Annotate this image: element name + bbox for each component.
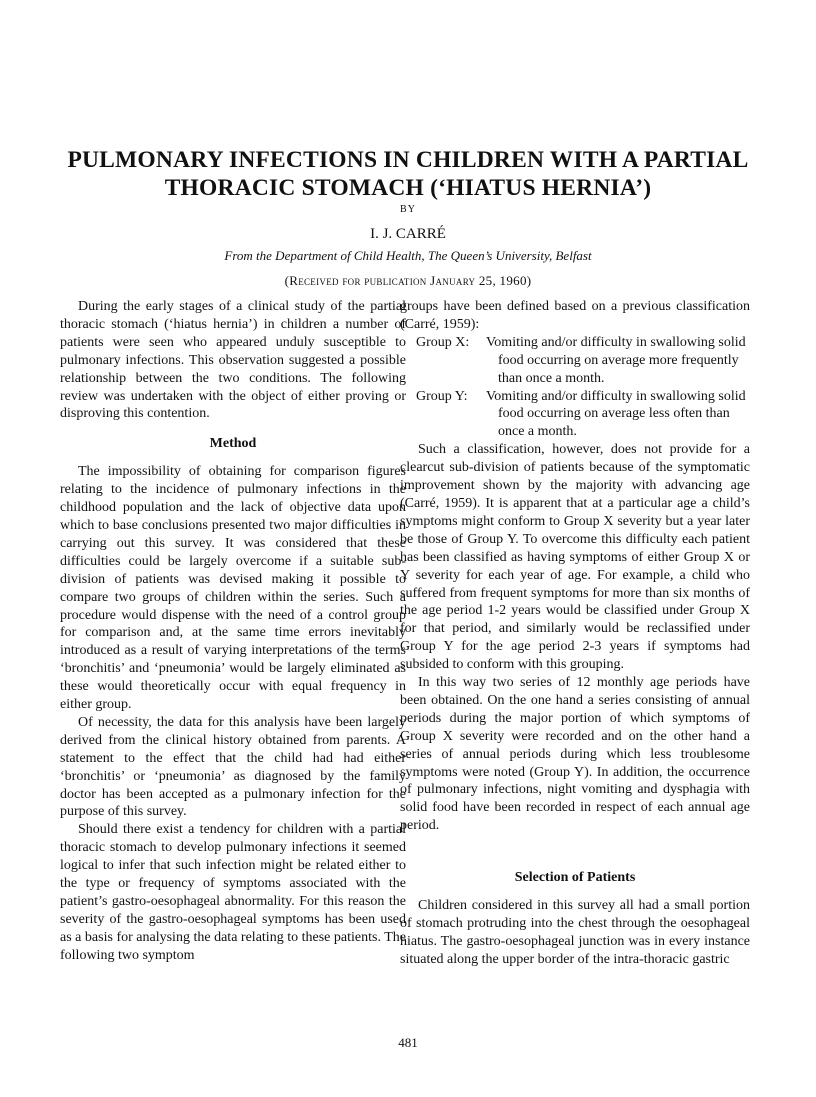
left-column xyxy=(60,298,406,965)
selection-paragraph: Children considered in this survey all had a small portion of stomach protruding into the chest through the oesophageal hiatus. The gastro-oesophageal junction was in every instance situated along the upper border of the intra-thoracic gastric xyxy=(400,898,750,967)
method-paragraph-1: The impossibility of obtaining for comparison figures relating to the incidence of pulmonary infections in the childhood population and the lack of objective data upon which to base conclusions presented two major difficulties in carrying out this survey. It was considered that these difficulties could be largely overcome if a suitable sub-division of patients was devised making it possible to compare two groups of children within the series. Such a procedure would dispense with the need of a control group for comparison and, at the same time errors inevitably introduced as a result of varying interpretations of the terms ‘bronchitis’ and ‘pneumonia’ would be largely eliminated as these would theoretically occur with equal frequency in either group. xyxy=(60,464,406,713)
received-date: (Received for publication January 25, 1960) xyxy=(284,273,532,288)
classification-paragraph: Such a classification, however, does not provide for a clearcut sub-division of patients because of the symptomatic improvement shown by the majority with advancing age (Carré, 1959). It is apparent that at a particular age a child’s symptoms might conform to Group X severity but a year later be those of Group Y. To overcome this difficulty each patient has been classified as having symptoms of either Group X or Y severity for each year of age. For example, a child who suffered from frequent symptoms for more than six months of the age period 1-2 years would be classified under Group X for that period, and similarly would be reclassified under Group Y for the age period 2-3 years if symptoms had subsided to conform with this grouping. xyxy=(400,442,750,673)
byline-by: BY xyxy=(400,204,416,215)
article-title: PULMONARY INFECTIONS IN CHILDREN WITH A PARTIAL THORACIC STOMACH (‘HIATUS HERNIA’) xyxy=(67,147,749,201)
intro-paragraph: During the early stages of a clinical study of the partial thoracic stomach (‘hiatus hernia’) in children a number of patients were seen who appeared unduly susceptible to pulmonary infections. This observation suggested a possible relationship between the two conditions. The following review was undertaken with the object of either proving or disproving this contention. xyxy=(60,299,406,422)
group-x-label: Group X: xyxy=(416,334,470,350)
method-paragraph-3: Should there exist a tendency for children with a partial thoracic stomach to develop pulmonary infections it seemed logical to infer that such infection might be related either to the type or frequency of symptoms associated with the patient’s gastro-oesophageal abnormality. For this reason the severity of the gastro-oesophageal symptoms has been used as a basis for analysing the data relating to these patients. The following two symptom xyxy=(60,822,406,963)
author-affiliation: From the Department of Child Health, The Queen’s University, Belfast xyxy=(224,248,592,263)
series-paragraph: In this way two series of 12 monthly age periods have been obtained. On the one hand a series consisting of annual periods during the major portion of which symptoms of Group X severity were recorded and on the other hand a series of annual periods during which less troublesome symptoms were noted (Group Y). In addition, the occurrence of pulmonary infections, night vomiting and dysphagia with solid food have been recorded in respect of each annual age period. xyxy=(400,675,750,834)
group-y-label: Group Y: xyxy=(416,388,468,404)
selection-heading: Selection of Patients xyxy=(514,870,636,886)
method-heading: Method xyxy=(209,436,257,452)
continuation-paragraph: groups have been defined based on a previous classification (Carré, 1959): xyxy=(400,299,750,332)
group-x-definition xyxy=(400,334,750,388)
method-paragraph-2: Of necessity, the data for this analysis have been largely derived from the clinical history obtained from parents. A statement to the effect that the child had had either ‘bronchitis’ or ‘pneumonia’ as diagnosed by the family doctor has been accepted as a pulmonary infection for the purpose of this survey. xyxy=(60,714,406,820)
group-x-text: Vomiting and/or difficulty in swallowing solid food occurring on average more frequently than once a month. xyxy=(486,334,746,386)
right-column xyxy=(400,298,750,969)
group-y-definition xyxy=(400,388,750,442)
author-name: I. J. CARRÉ xyxy=(370,226,446,242)
group-y-text: Vomiting and/or difficulty in swallowing solid food occurring on average less often than once a month. xyxy=(486,388,746,440)
page-number: 481 xyxy=(398,1035,418,1050)
